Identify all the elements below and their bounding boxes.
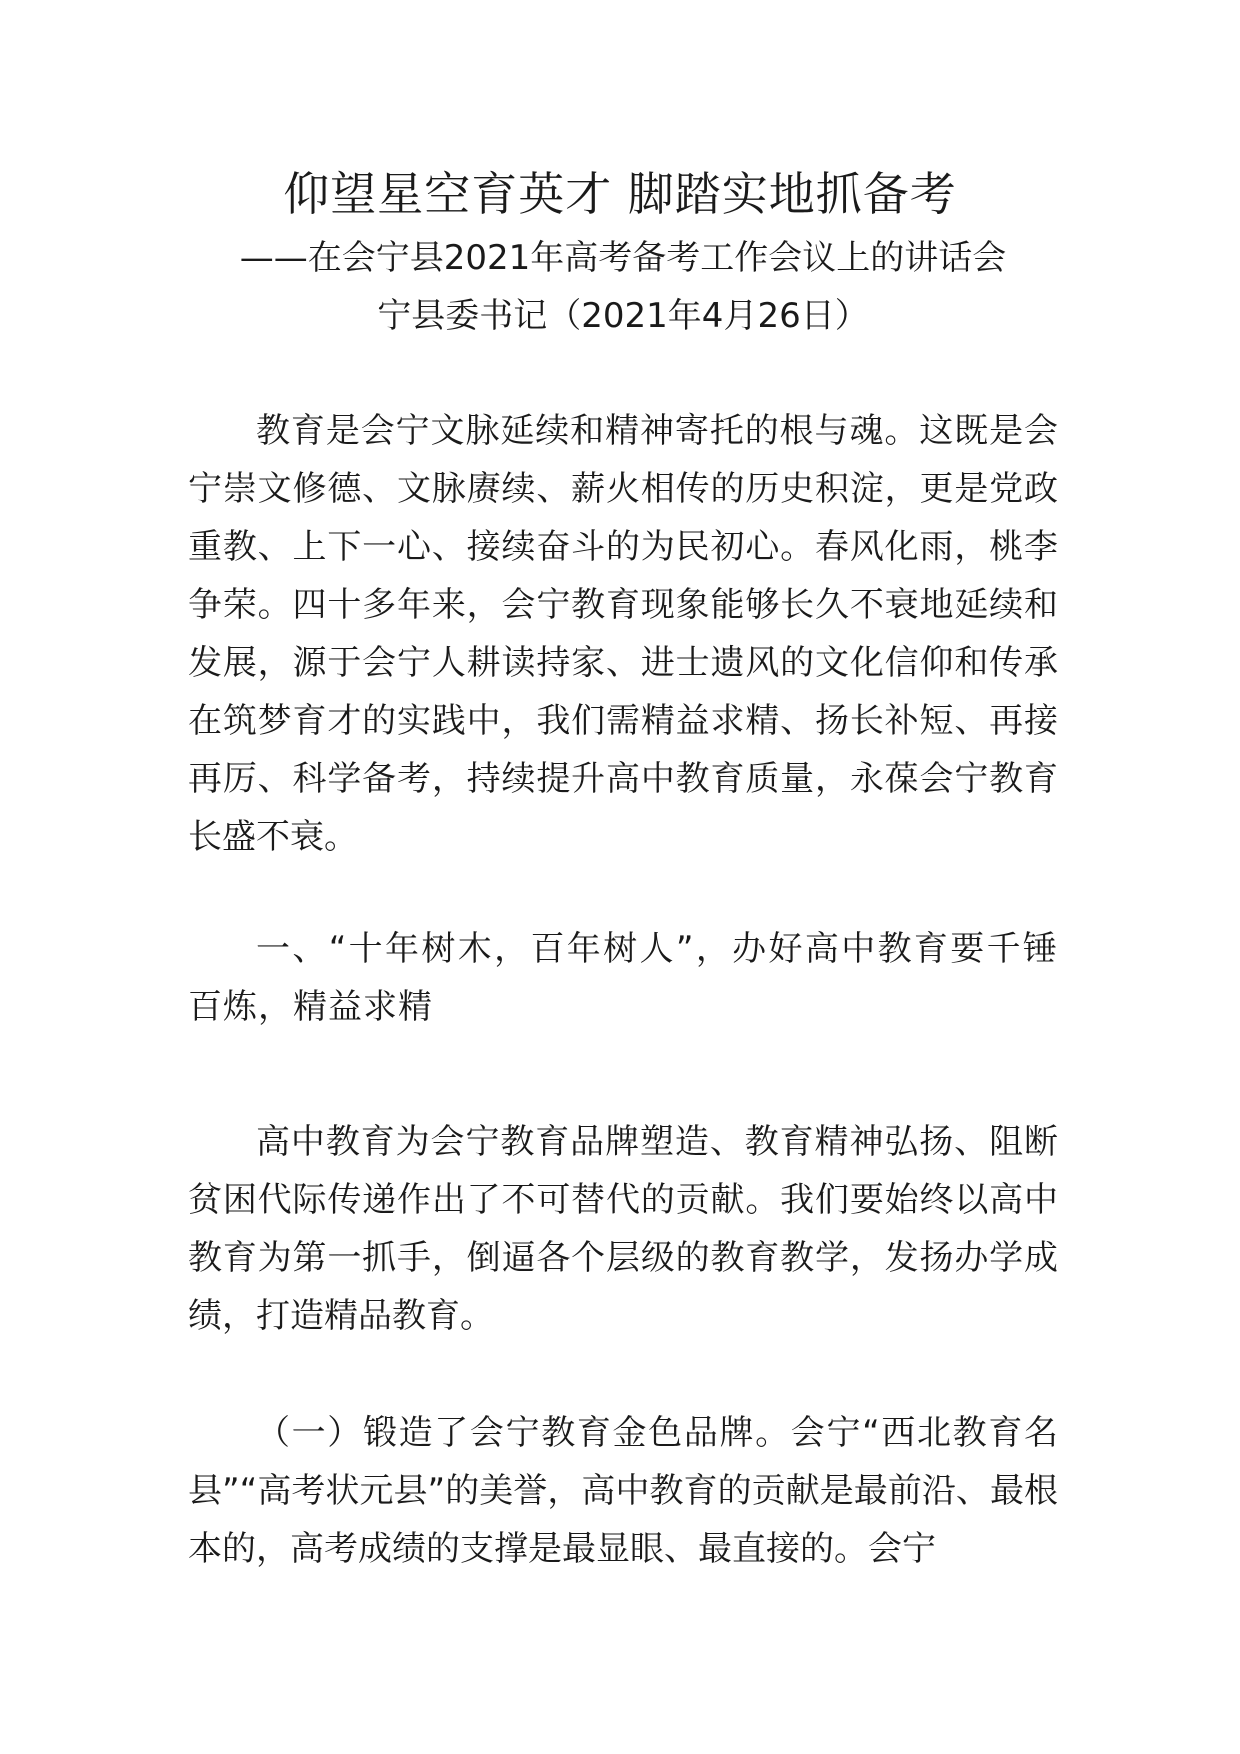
document-subtitle-line-1: ——在会宁县2021年高考备考工作会议上的讲话会 <box>239 238 1007 278</box>
paragraph-text: 教育是会宁文脉延续和精神寄托的根与魂。这既是会宁崇文修德、文脉赓续、薪火相传的历史积淀，更是党政重教、上下一心、接续奋斗的为民初心。春风化雨，桃李争荣。四十多年来，会宁教育现象能够长久不衰地延续和发展，源于会宁人耕读持家、进士遗风的文化信仰和传承在筑梦育才的实践中，我们需精益求精、扬长补短、再接再厉、科学备考，持续提升高中教育质量，永葆会宁教育长盛不衰。 <box>188 411 1058 857</box>
document-subtitle-line-2: 宁县委书记（2021年4月26日） <box>377 296 869 336</box>
section-heading-text: 一、“十年树木，百年树人”，办好高中教育要千锤百炼，精益求精 <box>188 929 1058 1027</box>
document-title: 仰望星空育英才 脚踏实地抓备考 <box>283 167 957 221</box>
paragraph-text: （一）锻造了会宁教育金色品牌。会宁“西北教育名县”“高考状元县”的美誉，高中教育的贡献是最前沿、最根本的，高考成绩的支撑是最显眼、最直接的。会宁 <box>188 1413 1058 1569</box>
paragraph-subsection-1 <box>188 1404 1058 1578</box>
paragraph-text: 高中教育为会宁教育品牌塑造、教育精神弘扬、阻断贫困代际传递作出了不可替代的贡献。我们要始终以高中教育为第一抓手，倒逼各个层级的教育教学，发扬办学成绩，打造精品教育。 <box>188 1122 1058 1336</box>
section-heading-1 <box>188 920 1058 1036</box>
paragraph-section-1 <box>188 1113 1058 1345</box>
paragraph-intro <box>188 402 1058 866</box>
